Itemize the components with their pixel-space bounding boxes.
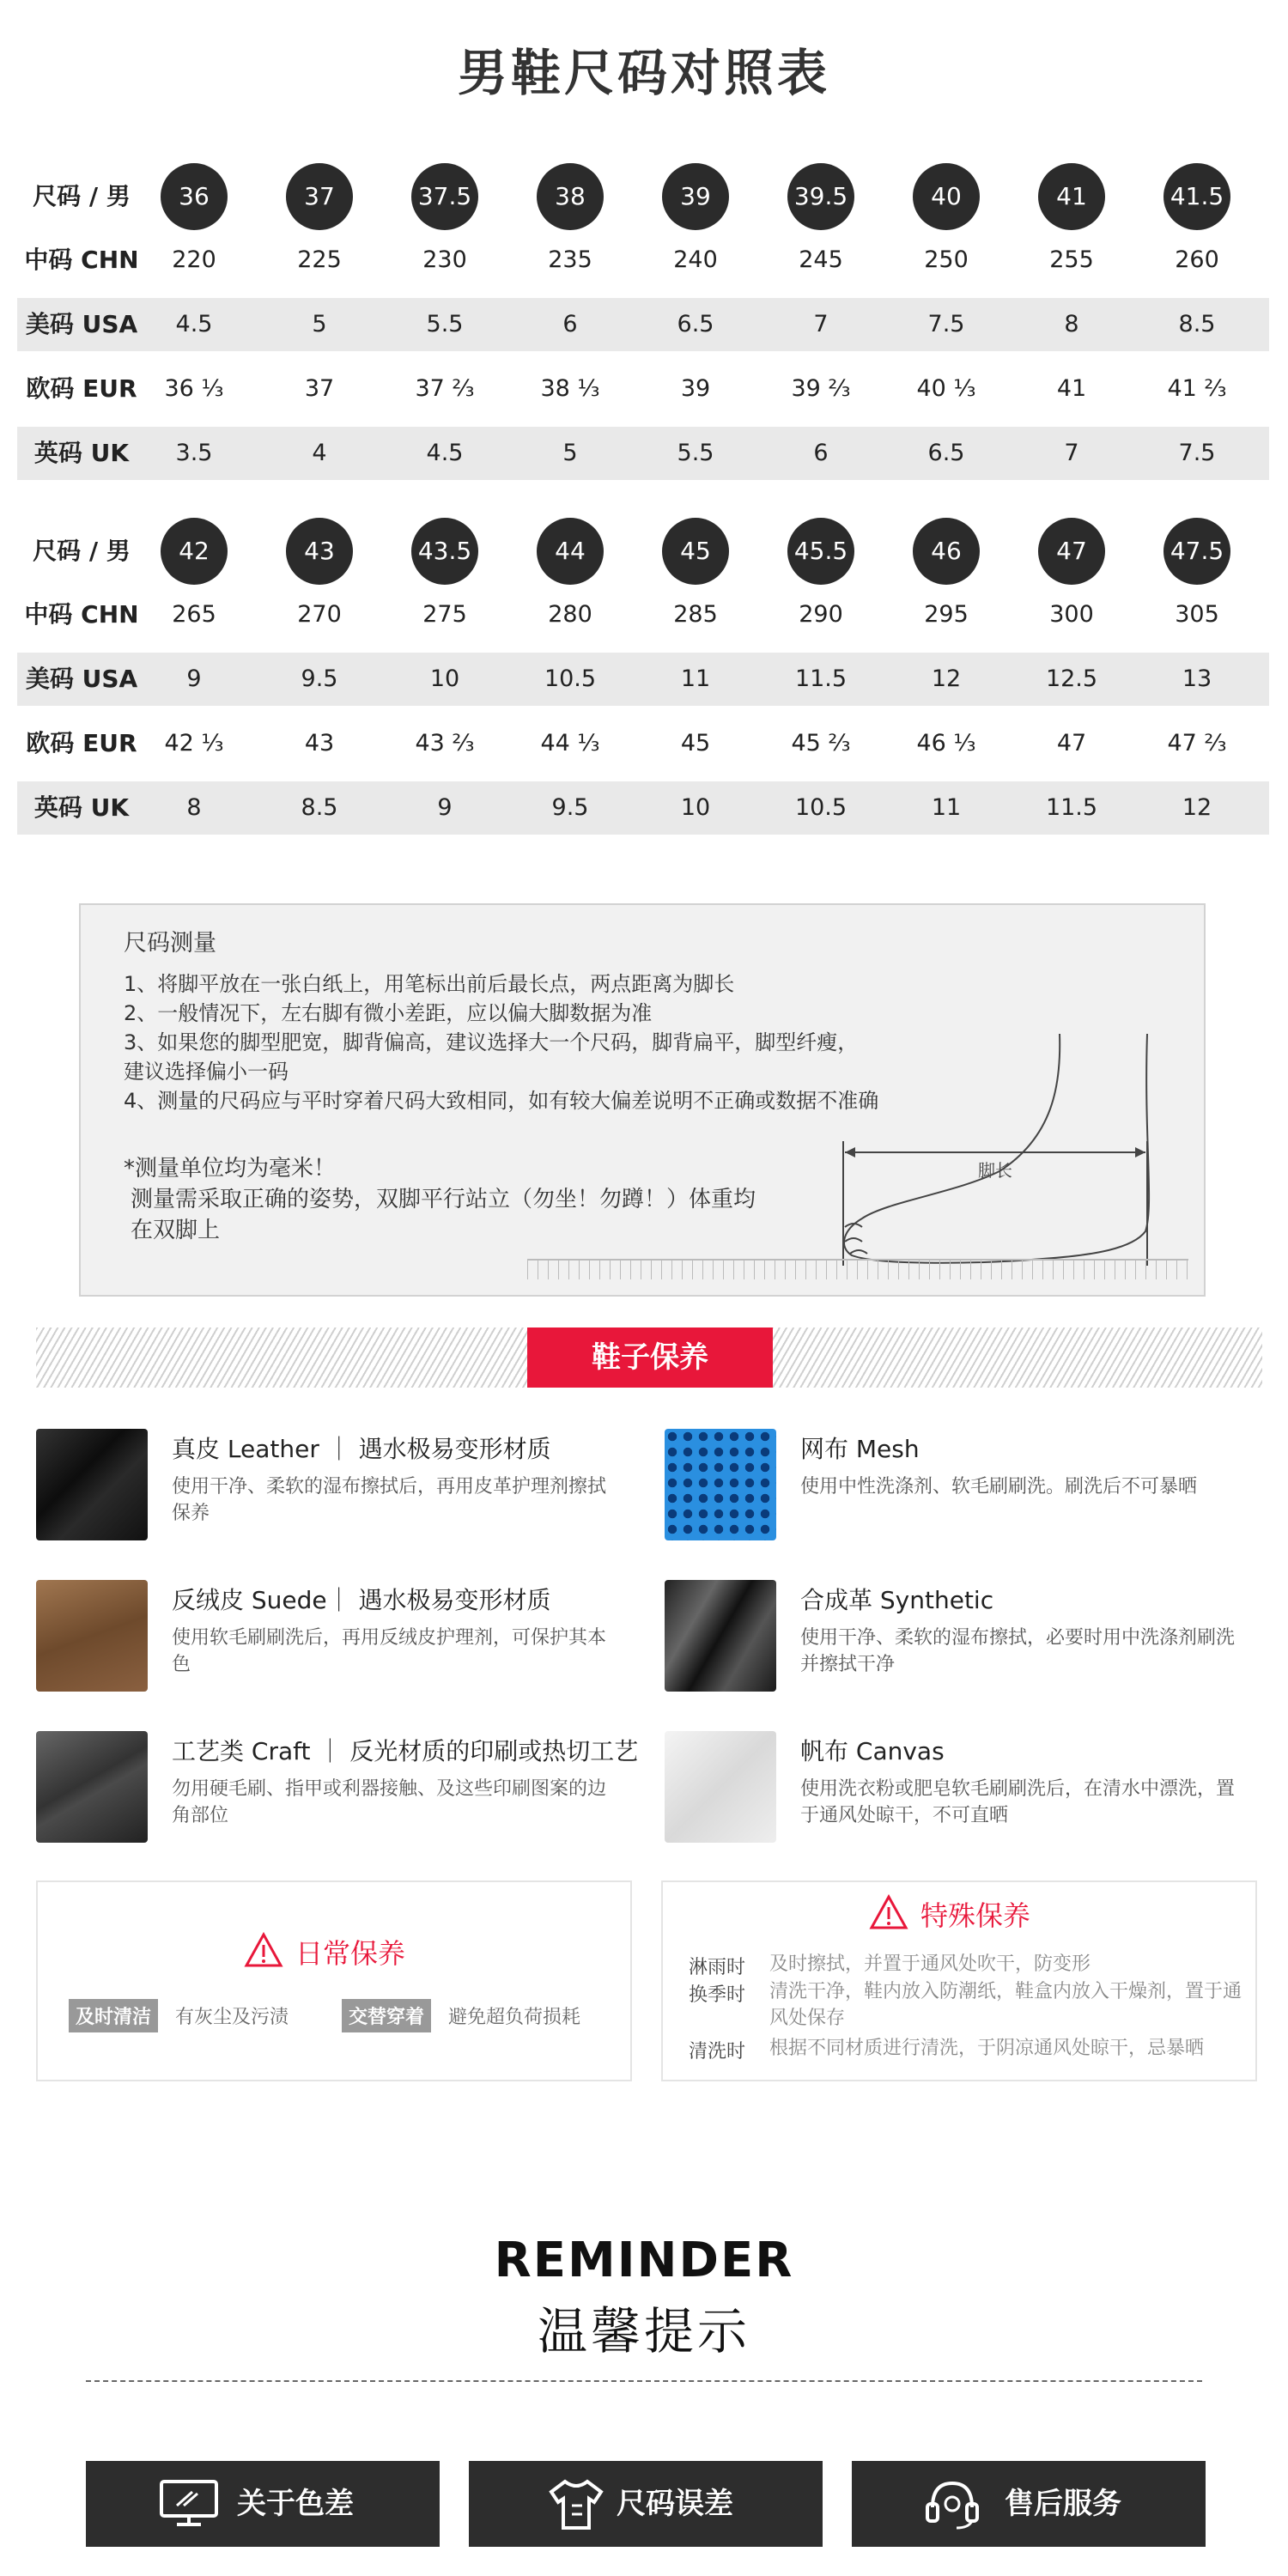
size-cell-uk: 6 <box>813 440 829 466</box>
daily-care-card <box>36 1880 632 2081</box>
row-label: 中码 CHN <box>24 600 139 629</box>
material-desc: 使用干净、柔软的湿布擦拭，必要时用中洗涤剂刷洗并擦拭干净 <box>800 1627 1236 1675</box>
size-cell-usa: 9.5 <box>301 665 338 692</box>
size-badge: 39.5 <box>787 163 854 230</box>
size-cell-uk: 9.5 <box>551 794 589 821</box>
measure-line-5: 4、测量的尺码应与平时穿着尺码大致相同，如有较大偏差说明不正确或数据不准确 <box>124 1089 879 1113</box>
material-title: 合成革 Synthetic <box>800 1586 994 1614</box>
size-cell-chn: 220 <box>172 246 216 273</box>
size-badge: 45 <box>662 518 729 585</box>
special-text-rain: 及时擦拭，并置于通风处吹干，防变形 <box>769 1953 1091 1975</box>
reminder-title-cn: 温馨提示 <box>537 2302 750 2360</box>
size-cell-usa: 7.5 <box>927 311 965 337</box>
size-badge: 43.5 <box>411 518 478 585</box>
canvas-thumb <box>665 1731 776 1843</box>
row-label: 欧码 EUR <box>26 729 137 757</box>
size-cell-uk: 9 <box>437 794 453 821</box>
headset-icon <box>924 2478 981 2531</box>
daily-care-heading: 日常保养 <box>295 1937 406 1970</box>
row-label: 尺码 / 男 <box>33 537 131 565</box>
size-cell-eur: 46 ⅓ <box>916 730 976 756</box>
size-badge: 47 <box>1038 518 1105 585</box>
size-cell-eur: 47 ⅔ <box>1167 730 1227 756</box>
material-desc: 使用干净、柔软的湿布擦拭后，再用皮革护理剂擦拭保养 <box>172 1476 607 1524</box>
size-cell-chn: 265 <box>172 601 216 628</box>
size-badge: 38 <box>537 163 604 230</box>
leather-thumb <box>36 1429 148 1540</box>
measure-line-3: 3、如果您的脚型肥宽，脚背偏高，建议选择大一个尺码，脚背扁平，脚型纤瘦， <box>124 1030 859 1054</box>
size-badge: 39 <box>662 163 729 230</box>
page-title: 男鞋尺码对照表 <box>457 44 830 102</box>
size-row-sizes <box>17 525 1269 578</box>
material-canvas <box>665 1731 1257 1851</box>
material-synthetic <box>665 1580 1257 1700</box>
size-cell-uk: 7.5 <box>1178 440 1216 466</box>
size-cell-usa: 10.5 <box>544 665 597 692</box>
shirt-icon <box>548 2478 605 2531</box>
size-badge: 45.5 <box>787 518 854 585</box>
material-leather <box>36 1429 629 1549</box>
size-row-usa <box>17 298 1269 351</box>
size-cell-usa: 10 <box>429 665 460 692</box>
material-craft <box>36 1731 639 1851</box>
size-row-usa <box>17 653 1269 706</box>
size-cell-usa: 11.5 <box>794 665 848 692</box>
monitor-icon <box>158 2478 220 2530</box>
size-cell-chn: 300 <box>1049 601 1094 628</box>
size-badge: 41.5 <box>1163 163 1230 230</box>
size-cell-usa: 6 <box>562 311 578 337</box>
size-cell-chn: 305 <box>1175 601 1219 628</box>
row-label: 美码 USA <box>25 310 138 338</box>
row-label: 英码 UK <box>33 793 130 822</box>
row-label: 中码 CHN <box>24 246 139 274</box>
row-label: 美码 USA <box>25 665 138 693</box>
craft-thumb <box>36 1731 148 1843</box>
size-badge: 37 <box>286 163 353 230</box>
row-label: 欧码 EUR <box>26 374 137 403</box>
size-cell-eur: 44 ⅓ <box>540 730 600 756</box>
material-desc: 使用软毛刷刷洗后，再用反绒皮护理剂，可保护其本色 <box>172 1627 607 1675</box>
size-cell-usa: 6.5 <box>677 311 714 337</box>
size-cell-usa: 8 <box>1064 311 1079 337</box>
care-title: 鞋子保养 <box>527 1327 773 1388</box>
size-badge: 42 <box>161 518 228 585</box>
size-cell-eur: 38 ⅓ <box>540 375 600 402</box>
size-cell-eur: 36 ⅓ <box>164 375 224 402</box>
size-cell-uk: 12 <box>1182 794 1212 821</box>
row-label: 尺码 / 男 <box>33 182 131 210</box>
size-cell-eur: 41 <box>1056 375 1087 402</box>
special-care-card <box>661 1880 1257 2081</box>
size-cell-eur: 43 ⅔ <box>415 730 475 756</box>
measure-note-unit: *测量单位均为毫米！ <box>124 1156 337 1182</box>
size-row-eur <box>17 717 1269 770</box>
size-cell-chn: 285 <box>673 601 718 628</box>
size-cell-uk: 8.5 <box>301 794 338 821</box>
material-title: 帆布 Canvas <box>800 1737 945 1765</box>
size-cell-chn: 230 <box>422 246 467 273</box>
size-row-sizes <box>17 170 1269 223</box>
measure-guide <box>79 903 1206 1297</box>
special-label-season: 换季时 <box>689 1984 746 2006</box>
size-cell-eur: 39 ⅔ <box>791 375 851 402</box>
measure-heading: 尺码测量 <box>124 930 216 957</box>
size-cell-eur: 43 <box>304 730 335 756</box>
special-text-wash: 根据不同材质进行清洗，于阴凉通风处晾干，忌暴晒 <box>769 2038 1205 2059</box>
size-cell-eur: 45 ⅔ <box>791 730 851 756</box>
material-title: 网布 Mesh <box>800 1435 920 1463</box>
size-badge: 43 <box>286 518 353 585</box>
size-cell-chn: 250 <box>924 246 969 273</box>
size-row-chn <box>17 588 1269 641</box>
warning-icon <box>869 1894 908 1930</box>
dashed-divider <box>86 2380 1202 2382</box>
size-cell-usa: 5.5 <box>426 311 464 337</box>
daily-tag-clean: 及时清洁 <box>69 1999 158 2032</box>
size-cell-chn: 295 <box>924 601 969 628</box>
size-cell-chn: 290 <box>799 601 843 628</box>
daily-text-clean: 有灰尘及污渍 <box>175 2007 289 2028</box>
material-title: 反绒皮 Suede｜ 遇水极易变形材质 <box>172 1586 551 1614</box>
size-cell-uk: 8 <box>186 794 202 821</box>
size-row-eur <box>17 362 1269 416</box>
special-care-heading: 特殊保养 <box>920 1899 1031 1932</box>
synthetic-thumb <box>665 1580 776 1692</box>
size-cell-eur: 41 ⅔ <box>1167 375 1227 402</box>
measure-note-posture: 测量需采取正确的姿势，双脚平行站立（勿坐！勿蹲！）体重均 <box>131 1187 756 1212</box>
size-cell-uk: 11.5 <box>1045 794 1098 821</box>
size-cell-chn: 275 <box>422 601 467 628</box>
size-badge: 47.5 <box>1163 518 1230 585</box>
color-difference-label: 关于色差 <box>237 2487 354 2521</box>
row-label: 英码 UK <box>33 439 130 467</box>
size-badge: 46 <box>913 518 980 585</box>
foot-diagram-icon <box>828 1034 1188 1283</box>
size-error-label: 尺码误差 <box>617 2487 733 2521</box>
measure-note-posture-2: 在双脚上 <box>131 1218 221 1243</box>
ruler <box>527 1259 1188 1279</box>
size-cell-eur: 42 ⅓ <box>164 730 224 756</box>
size-cell-chn: 260 <box>1175 246 1219 273</box>
material-title: 真皮 Leather ｜ 遇水极易变形材质 <box>172 1435 551 1463</box>
size-badge: 36 <box>161 163 228 230</box>
after-sales-button[interactable] <box>852 2461 1206 2547</box>
material-desc: 勿用硬毛刷、指甲或利器接触、及这些印刷图案的边角部位 <box>172 1778 607 1826</box>
size-cell-usa: 5 <box>312 311 327 337</box>
size-row-uk <box>17 781 1269 835</box>
size-cell-chn: 255 <box>1049 246 1094 273</box>
size-cell-chn: 270 <box>297 601 342 628</box>
reminder-title-en: REMINDER <box>494 2233 794 2288</box>
size-cell-usa: 12.5 <box>1045 665 1098 692</box>
material-mesh <box>665 1429 1257 1549</box>
size-badge: 44 <box>537 518 604 585</box>
size-cell-chn: 280 <box>548 601 592 628</box>
size-badge: 41 <box>1038 163 1105 230</box>
size-cell-uk: 5.5 <box>677 440 714 466</box>
size-cell-eur: 37 <box>304 375 335 402</box>
warning-icon <box>244 1932 283 1968</box>
size-cell-uk: 4.5 <box>426 440 464 466</box>
size-cell-usa: 13 <box>1182 665 1212 692</box>
color-difference-button[interactable] <box>86 2461 440 2547</box>
size-badge: 37.5 <box>411 163 478 230</box>
daily-text-alternate: 避免超负荷损耗 <box>448 2007 581 2028</box>
size-cell-eur: 40 ⅓ <box>916 375 976 402</box>
size-cell-uk: 11 <box>931 794 962 821</box>
size-cell-eur: 45 <box>680 730 711 756</box>
foot-length-label: 脚长 <box>978 1160 1012 1181</box>
size-cell-usa: 9 <box>186 665 202 692</box>
size-cell-usa: 8.5 <box>1178 311 1216 337</box>
size-cell-uk: 6.5 <box>927 440 965 466</box>
special-label-wash: 清洗时 <box>689 2041 746 2063</box>
size-row-uk <box>17 427 1269 480</box>
size-cell-usa: 4.5 <box>175 311 213 337</box>
measure-line-4: 建议选择偏小一码 <box>124 1060 289 1084</box>
material-title: 工艺类 Craft ｜ 反光材质的印刷或热切工艺 <box>172 1737 639 1765</box>
material-suede <box>36 1580 629 1700</box>
size-cell-eur: 47 <box>1056 730 1087 756</box>
size-cell-chn: 235 <box>548 246 592 273</box>
special-text-season: 清洗干净，鞋内放入防潮纸，鞋盒内放入干燥剂，置于通风处保存 <box>769 1981 1242 2029</box>
after-sales-label: 售后服务 <box>1005 2487 1121 2521</box>
size-row-chn <box>17 234 1269 287</box>
material-desc: 使用洗衣粉或肥皂软毛刷刷洗后，在清水中漂洗，置于通风处晾干，不可直晒 <box>800 1778 1236 1826</box>
size-cell-eur: 37 ⅔ <box>415 375 475 402</box>
size-cell-eur: 39 <box>680 375 711 402</box>
suede-thumb <box>36 1580 148 1692</box>
size-cell-chn: 245 <box>799 246 843 273</box>
size-cell-usa: 11 <box>680 665 711 692</box>
size-cell-uk: 3.5 <box>175 440 213 466</box>
size-cell-uk: 7 <box>1064 440 1079 466</box>
size-cell-uk: 5 <box>562 440 578 466</box>
size-cell-uk: 10 <box>680 794 711 821</box>
daily-tag-alternate: 交替穿着 <box>342 1999 431 2032</box>
measure-line-1: 1、将脚平放在一张白纸上，用笔标出前后最长点，两点距离为脚长 <box>124 972 735 996</box>
size-cell-chn: 225 <box>297 246 342 273</box>
measure-line-2: 2、一般情况下，左右脚有微小差距，应以偏大脚数据为准 <box>124 1001 653 1025</box>
special-label-rain: 淋雨时 <box>689 1957 746 1978</box>
size-cell-chn: 240 <box>673 246 718 273</box>
mesh-thumb <box>665 1429 776 1540</box>
size-cell-usa: 7 <box>813 311 829 337</box>
size-badge: 40 <box>913 163 980 230</box>
material-desc: 使用中性洗涤剂、软毛刷刷洗。刷洗后不可暴晒 <box>800 1476 1198 1498</box>
size-error-button[interactable] <box>469 2461 823 2547</box>
size-cell-uk: 10.5 <box>794 794 848 821</box>
size-cell-usa: 12 <box>931 665 962 692</box>
size-cell-uk: 4 <box>312 440 327 466</box>
